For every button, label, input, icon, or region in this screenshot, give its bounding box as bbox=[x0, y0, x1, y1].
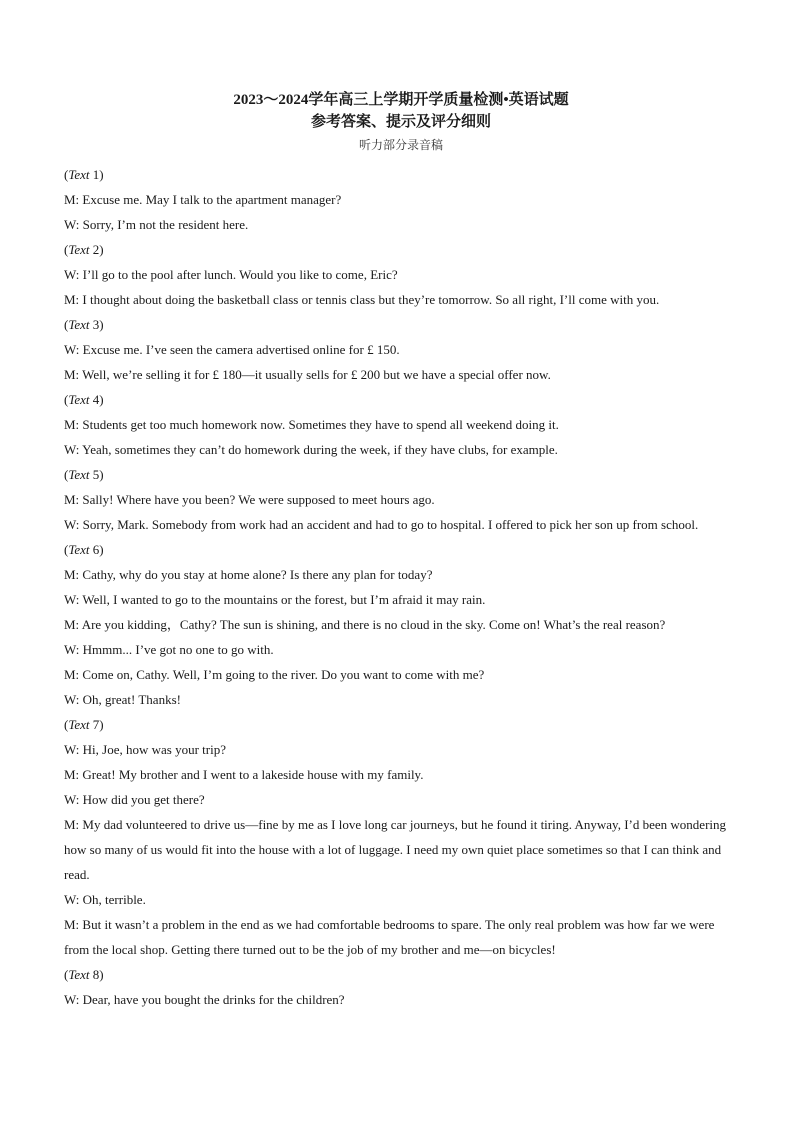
text-label-word: Text bbox=[68, 167, 90, 182]
text-label-word: Text bbox=[68, 717, 90, 732]
dialogue-line: M: Students get too much homework now. Sometimes they have to spend all weekend doing it. bbox=[64, 417, 559, 432]
text-label: (Text 4) bbox=[64, 392, 104, 407]
dialogue-line: M: Well, we’re selling it for £ 180—it usually sells for £ 200 but we have a special offer now. bbox=[64, 367, 551, 382]
dialogue-line: M: My dad volunteered to drive us—fine by me as I love long car journeys, but he found it tiring. Anyway, I’d been wondering how so many of us would fit into the house with a lot of luggage. I need my own quiet place sometimes so that I can think and read. bbox=[64, 817, 727, 882]
text-label: (Text 1) bbox=[64, 167, 104, 182]
dialogue-line: W: Dear, have you bought the drinks for the children? bbox=[64, 992, 345, 1007]
dialogue-line: W: Yeah, sometimes they can’t do homework during the week, if they have clubs, for example. bbox=[64, 442, 558, 457]
text-label: (Text 7) bbox=[64, 717, 104, 732]
text-label-word: Text bbox=[68, 317, 90, 332]
dialogue-line: W: Well, I wanted to go to the mountains or the forest, but I’m afraid it may rain. bbox=[64, 592, 486, 607]
text-label-word: Text bbox=[68, 467, 90, 482]
text-label-number: 3 bbox=[92, 317, 100, 332]
text-label-number: 7 bbox=[92, 717, 100, 732]
text-label-number: 5 bbox=[92, 467, 100, 482]
dialogue-line: W: Excuse me. I’ve seen the camera advertised online for £ 150. bbox=[64, 342, 400, 357]
text-label: (Text 5) bbox=[64, 467, 104, 482]
text-label: (Text 8) bbox=[64, 967, 104, 982]
text-label-word: Text bbox=[68, 392, 90, 407]
exam-title: 2023～2024学年高三上学期开学质量检测•英语试题 bbox=[233, 92, 569, 108]
text-label-number: 8 bbox=[92, 967, 100, 982]
dialogue-line: M: Are you kidding，Cathy? The sun is shining, and there is no cloud in the sky. Come on! What’s the real reason? bbox=[64, 617, 666, 632]
text-label-word: Text bbox=[68, 242, 90, 257]
dialogue-line: M: I thought about doing the basketball class or tennis class but they’re tomorrow. So all right, I’ll come with you. bbox=[64, 292, 660, 307]
dialogue-line: W: I’ll go to the pool after lunch. Would you like to come, Eric? bbox=[64, 267, 398, 282]
text-label: (Text 6) bbox=[64, 542, 104, 557]
dialogue-line: W: Sorry, I’m not the resident here. bbox=[64, 217, 249, 232]
dialogue-line: W: Hi, Joe, how was your trip? bbox=[64, 742, 226, 757]
document-header bbox=[0, 90, 794, 156]
dialogue-line: W: Sorry, Mark. Somebody from work had an accident and had to go to hospital. I offered to pick her son up from school. bbox=[64, 517, 699, 532]
text-label-word: Text bbox=[68, 542, 90, 557]
text-label: (Text 3) bbox=[64, 317, 104, 332]
dialogue-line: W: Oh, terrible. bbox=[64, 892, 146, 907]
text-label-word: Text bbox=[68, 967, 90, 982]
dialogue-line: M: But it wasn’t a problem in the end as we had comfortable bedrooms to spare. The only real problem was how far we were from the local shop. Getting there turned out to be the job of my brother and me—on bicycles! bbox=[64, 917, 715, 957]
text-label-number: 6 bbox=[92, 542, 100, 557]
dialogue-line: W: Oh, great! Thanks! bbox=[64, 692, 181, 707]
answer-key-subtitle: 参考答案、提示及评分细则 bbox=[310, 114, 491, 130]
text-label-number: 4 bbox=[92, 392, 100, 407]
dialogue-line: M: Come on, Cathy. Well, I’m going to the river. Do you want to come with me? bbox=[64, 667, 485, 682]
text-label-number: 2 bbox=[92, 242, 100, 257]
dialogue-line: W: Hmmm... I’ve got no one to go with. bbox=[64, 642, 274, 657]
dialogue-line: M: Cathy, why do you stay at home alone? Is there any plan for today? bbox=[64, 567, 433, 582]
listening-transcript-heading: 听力部分录音稿 bbox=[358, 138, 443, 152]
dialogue-line: W: How did you get there? bbox=[64, 792, 205, 807]
dialogue-line: M: Excuse me. May I talk to the apartment manager? bbox=[64, 192, 342, 207]
transcript-body bbox=[64, 162, 730, 1012]
text-label: (Text 2) bbox=[64, 242, 104, 257]
text-label-number: 1 bbox=[92, 167, 100, 182]
dialogue-line: M: Sally! Where have you been? We were supposed to meet hours ago. bbox=[64, 492, 435, 507]
dialogue-line: M: Great! My brother and I went to a lakeside house with my family. bbox=[64, 767, 424, 782]
